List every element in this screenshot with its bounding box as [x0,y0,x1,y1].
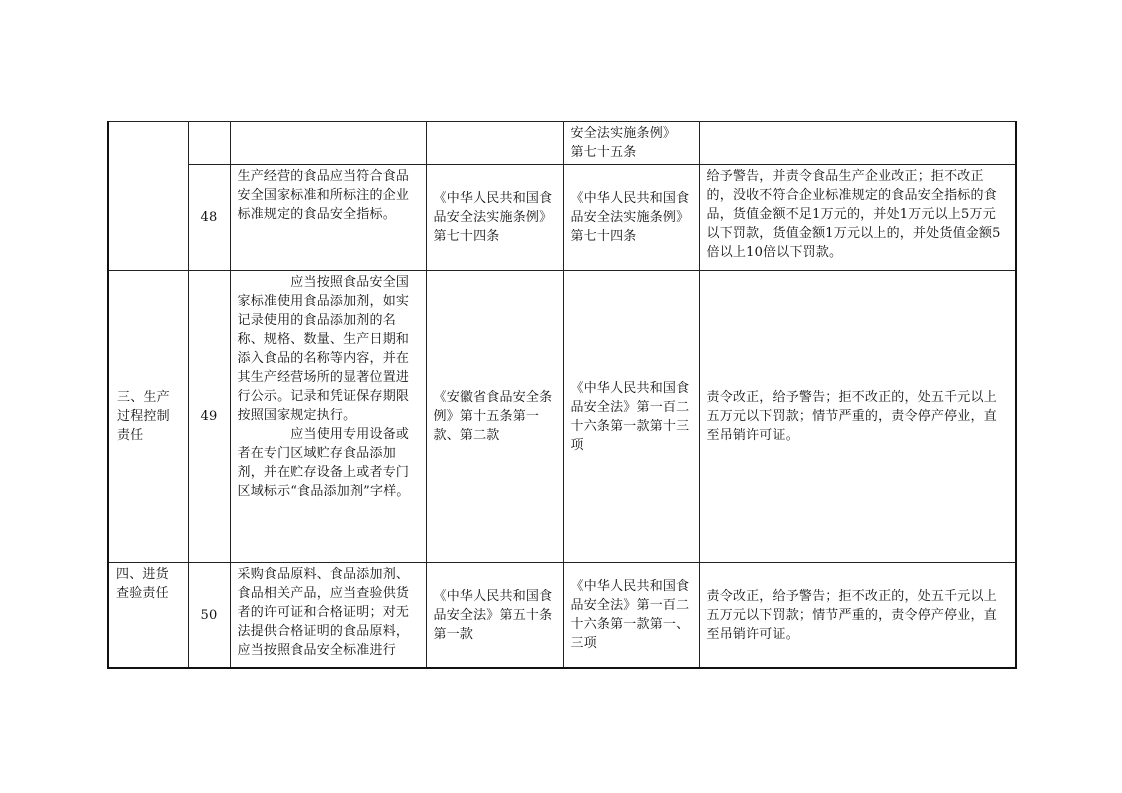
category-cell: 四、进货查验责任 [108,563,188,669]
number-cell: 49 [188,271,230,563]
table-row [108,271,1016,563]
legal-basis-cell: 《安徽省食品安全条例》第十五条第一款、第二款 [426,271,563,563]
penalty-basis-cell: 《中华人民共和国食品安全法实施条例》第七十四条 [563,165,699,271]
requirement-cell: 采购食品原料、食品添加剂、食品相关产品，应当查验供货者的许可证和合格证明；对无法提供合格证明的食品原料，应当按照食品安全标准进行 [230,563,426,669]
requirement-cell: 应当按照食品安全国家标准使用食品添加剂，如实记录使用的食品添加剂的名称、规格、数量、生产日期和添入食品的名称等内容，并在其生产经营场所的显著位置进行公示。记录和凭证保存期限按照国家规定执行。 应当使用专用设备或者在专门区域贮存食品添加剂，并在贮存设备上或者专门区域标示“食品添加剂”字样。 [230,271,426,563]
legal-basis-cell: 《中华人民共和国食品安全法》第五十条第一款 [426,563,563,669]
requirement-cell: 生产经营的食品应当符合食品安全国家标准和所标注的企业标准规定的食品安全指标。 [230,165,426,271]
table-row [108,165,1016,271]
penalty-basis-cell: 《中华人民共和国食品安全法》第一百二十六条第一款第一、三项 [563,563,699,669]
legal-basis-cell [426,122,563,165]
regulation-table [107,121,1017,669]
table-row [108,122,1016,165]
legal-basis-cell: 《中华人民共和国食品安全法实施条例》第七十四条 [426,165,563,271]
number-cell: 48 [188,165,230,271]
number-cell [188,122,230,165]
penalty-cell: 给予警告，并责令食品生产企业改正；拒不改正的，没收不符合企业标准规定的食品安全指标的食品，货值金额不足1万元的，并处1万元以上5万元以下罚款，货值金额1万元以上的，并处货值金额5倍以上10倍以下罚款。 [699,165,1016,271]
penalty-cell [699,122,1016,165]
category-cell: 三、生产过程控制责任 [108,271,188,563]
penalty-basis-cell: 安全法实施条例》 第七十五条 [563,122,699,165]
penalty-basis-cell: 《中华人民共和国食品安全法》第一百二十六条第一款第十三项 [563,271,699,563]
requirement-cell [230,122,426,165]
table-row [108,563,1016,669]
category-cell [108,122,188,271]
number-cell: 50 [188,563,230,669]
penalty-cell: 责令改正，给予警告；拒不改正的，处五千元以上五万元以下罚款；情节严重的，责令停产停业，直至吊销许可证。 [699,271,1016,563]
penalty-cell: 责令改正，给予警告；拒不改正的，处五千元以上五万元以下罚款；情节严重的，责令停产停业，直至吊销许可证。 [699,563,1016,669]
